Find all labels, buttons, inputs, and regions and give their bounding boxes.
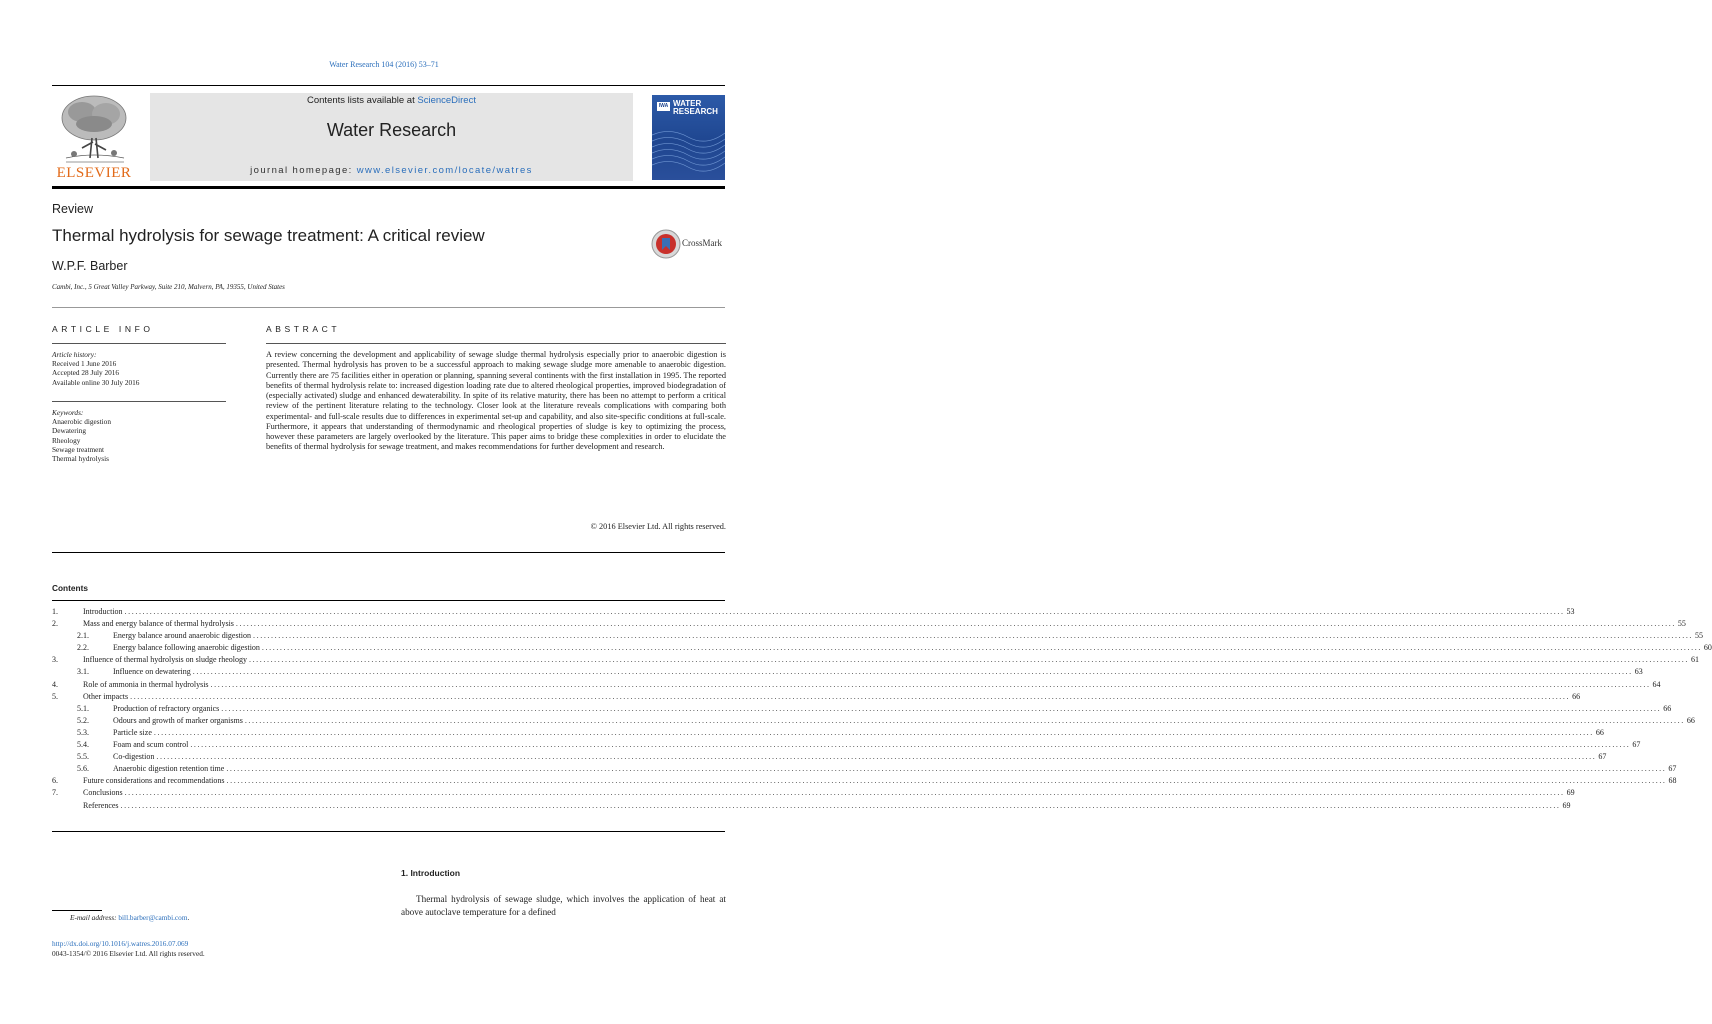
- keyword-item: Sewage treatment: [52, 444, 105, 454]
- toc-page-number: 66: [1595, 727, 1604, 737]
- toc-number: 5.5.: [77, 752, 89, 762]
- toc-number: 5.2.: [77, 715, 89, 725]
- toc-leader-dots: ................................................................................................................................................................................................................................................................................................................................................................................................................: [124, 607, 1565, 616]
- keywords-label: Keywords:: [52, 408, 84, 417]
- author-affiliation: Cambi, Inc., 5 Great Valley Parkway, Suite 210, Malvern, PA, 19355, United States: [52, 283, 285, 291]
- toc-row[interactable]: [52, 739, 1641, 751]
- abstract-heading: ABSTRACT: [266, 324, 341, 334]
- toc-entry: [113, 751, 1607, 763]
- contents-top-rule: [52, 600, 725, 601]
- journal-cover[interactable]: [652, 95, 725, 180]
- toc-number: 5.4.: [77, 740, 89, 750]
- toc-entry: [83, 654, 1699, 666]
- keyword-item: Dewatering: [52, 426, 87, 436]
- toc-number: 2.: [52, 619, 58, 629]
- footnote-rule: [52, 910, 102, 911]
- toc-label[interactable]: Role of ammonia in thermal hydrolysis: [83, 679, 211, 691]
- toc-leader-dots: ................................................................................................................................................................................................................................................................................................................................................................................................................: [124, 788, 1565, 798]
- toc-label[interactable]: Future considerations and recommendations: [83, 775, 227, 787]
- toc-entry: [83, 618, 1686, 630]
- toc-label[interactable]: References: [83, 800, 121, 812]
- abstract-text: A review concerning the development and applicability of sewage sludge thermal hydrolysis especially prior to anaerobic digestion is presented. Thermal hydrolysis has proven to be a successful approach to making sewage sludge more amenable to anaerobic digestion. Currently there are 75 facilities either in operation or planning, spanning several continents with the first installation in 1995. The reported benefits of thermal hydrolysis relate to: increased digestion loading rate due to altered rheological properties, improved biodegradation of (especially activated) sludge and enhanced dewaterability. In spite of its relative maturity, there has been no attempt to perform a critical review of the pertinent literature relating to the technology. Closer look at the literature reveals complications with comparing both experimental- and full-scale results due to differences in experimental set-up and capability, and also site-specific conditions at full-scale. Furthermore, it appears that understanding of thermodynamic and rheological properties of sludge is key to optimizing the process, however these parameters are largely overlooked by the literature. This paper aims to bridge these complexities in order to elucidate the benefits of thermal hydrolysis for sewage treatment, and makes recommendations for further development and research.: [266, 350, 726, 452]
- author-name[interactable]: W.P.F. Barber: [52, 259, 128, 273]
- toc-label[interactable]: Influence on dewatering: [113, 666, 193, 678]
- toc-number: 5.1.: [77, 703, 89, 713]
- toc-number: 2.2.: [77, 643, 89, 653]
- toc-page-number: 67: [1632, 740, 1641, 750]
- toc-leader-dots: ................................................................................................................................................................................................................................................................................................................................................................................................................: [226, 776, 1667, 786]
- table-of-contents: [52, 606, 1712, 812]
- toc-page-number: 67: [1598, 752, 1607, 762]
- toc-entry: [83, 679, 1661, 691]
- toc-label[interactable]: Energy balance around anaerobic digestion: [113, 630, 253, 642]
- toc-entry: [113, 715, 1695, 727]
- keywords-block: [52, 408, 111, 463]
- toc-page-number: 55: [1677, 619, 1686, 629]
- article-history: [52, 350, 139, 387]
- article-type: Review: [52, 202, 93, 216]
- article-info-rule: [52, 343, 226, 344]
- toc-entry: [83, 775, 1677, 787]
- cover-wave-art: [652, 95, 725, 180]
- toc-leader-dots: ................................................................................................................................................................................................................................................................................................................................................................................................................: [156, 752, 1597, 762]
- contents-available-line: [150, 95, 633, 106]
- crossmark-icon: [651, 229, 681, 259]
- toc-leader-dots: ................................................................................................................................................................................................................................................................................................................................................................................................................: [221, 703, 1662, 713]
- toc-row[interactable]: [52, 654, 1699, 666]
- journal-homepage-line: [150, 165, 633, 176]
- toc-row[interactable]: [52, 787, 1575, 799]
- header-thick-rule: [52, 186, 725, 189]
- keyword-item: Thermal hydrolysis: [52, 454, 109, 464]
- toc-row[interactable]: [52, 751, 1607, 763]
- email-label: E-mail address:: [70, 913, 117, 922]
- toc-leader-dots: ................................................................................................................................................................................................................................................................................................................................................................................................................: [248, 655, 1689, 665]
- contents-bottom-rule: [52, 831, 725, 832]
- toc-page-number: 66: [1572, 691, 1581, 701]
- crossmark-badge[interactable]: [651, 229, 731, 259]
- toc-number: 5.6.: [77, 764, 89, 774]
- abstract-copyright: © 2016 Elsevier Ltd. All rights reserved.: [590, 522, 726, 531]
- toc-row[interactable]: [52, 630, 1704, 642]
- history-online: Available online 30 July 2016: [52, 377, 140, 387]
- toc-label[interactable]: Influence of thermal hydrolysis on sludge rheology: [83, 654, 249, 666]
- email-link[interactable]: bill.barber@cambi.com: [118, 913, 188, 922]
- toc-page-number: 61: [1690, 655, 1699, 665]
- toc-row[interactable]: [52, 606, 1575, 618]
- introduction-paragraph: Thermal hydrolysis of sewage sludge, which involves the application of heat at above autoclave temperature for a defined: [401, 894, 726, 917]
- toc-number: 4.: [52, 679, 58, 689]
- toc-row[interactable]: [52, 763, 1677, 775]
- toc-leader-dots: ................................................................................................................................................................................................................................................................................................................................................................................................................: [130, 691, 1571, 701]
- crossmark-label: CrossMark: [682, 238, 722, 248]
- toc-leader-dots: ................................................................................................................................................................................................................................................................................................................................................................................................................: [235, 619, 1676, 629]
- toc-row[interactable]: [52, 703, 1672, 715]
- toc-label[interactable]: Conclusions: [83, 787, 125, 799]
- article-history-label: Article history:: [52, 350, 97, 359]
- homepage-link[interactable]: www.elsevier.com/locate/watres: [356, 165, 533, 176]
- toc-entry: [113, 630, 1704, 642]
- toc-entry: [83, 787, 1575, 799]
- toc-leader-dots: ................................................................................................................................................................................................................................................................................................................................................................................................................: [210, 679, 1651, 689]
- toc-row[interactable]: [52, 691, 1581, 703]
- history-received: Received 1 June 2016: [52, 359, 117, 369]
- toc-entry: [83, 800, 1571, 812]
- toc-page-number: 64: [1652, 679, 1661, 689]
- toc-page-number: 68: [1668, 776, 1677, 786]
- toc-label[interactable]: Particle size: [113, 727, 154, 739]
- toc-page-number: 66: [1686, 715, 1695, 725]
- email-suffix: .: [187, 913, 190, 922]
- toc-row[interactable]: [52, 715, 1695, 727]
- cover-title: WATER RESEARCH: [673, 99, 718, 116]
- toc-leader-dots: ................................................................................................................................................................................................................................................................................................................................................................................................................: [261, 643, 1702, 653]
- toc-leader-dots: ................................................................................................................................................................................................................................................................................................................................................................................................................: [192, 667, 1633, 677]
- toc-number: 3.1.: [77, 667, 89, 677]
- toc-number: 5.: [52, 691, 58, 701]
- iwa-badge: IWA: [658, 103, 669, 109]
- toc-label[interactable]: Anaerobic digestion retention time: [113, 763, 226, 775]
- toc-label[interactable]: Energy balance following anaerobic digestion: [113, 642, 262, 654]
- article-title: Thermal hydrolysis for sewage treatment: A critical review: [52, 226, 485, 245]
- abstract-rule: [266, 343, 726, 344]
- journal-banner: [150, 93, 633, 181]
- elsevier-tree-icon: [52, 92, 136, 166]
- toc-leader-dots: ................................................................................................................................................................................................................................................................................................................................................................................................................: [190, 740, 1631, 750]
- toc-row[interactable]: [52, 666, 1643, 678]
- doi-link[interactable]: http://dx.doi.org/10.1016/j.watres.2016.07.069: [52, 939, 189, 948]
- toc-label[interactable]: Co-digestion: [113, 751, 156, 763]
- toc-number: 3.: [52, 655, 58, 665]
- toc-page-number: 69: [1562, 800, 1571, 810]
- footnote-email: [70, 913, 189, 922]
- toc-entry: [113, 727, 1604, 739]
- toc-leader-dots: ................................................................................................................................................................................................................................................................................................................................................................................................................: [226, 764, 1667, 774]
- toc-entry: [113, 666, 1643, 678]
- homepage-prefix: journal homepage:: [250, 165, 357, 176]
- issn-copyright: 0043-1354/© 2016 Elsevier Ltd. All rights reserved.: [52, 949, 205, 958]
- toc-label[interactable]: Mass and energy balance of thermal hydrolysis: [83, 618, 236, 630]
- toc-entry: [113, 642, 1712, 654]
- toc-number: 1.: [52, 607, 58, 616]
- toc-page-number: 69: [1566, 788, 1575, 798]
- toc-row[interactable]: [52, 679, 1661, 691]
- toc-row[interactable]: [52, 727, 1604, 739]
- section-heading-introduction: 1. Introduction: [401, 868, 461, 878]
- toc-page-number: 53: [1566, 607, 1575, 616]
- toc-label[interactable]: Odours and growth of marker organisms: [113, 715, 245, 727]
- toc-label[interactable]: Other impacts: [83, 691, 130, 703]
- toc-entry: [113, 763, 1677, 775]
- sciencedirect-link[interactable]: ScienceDirect: [417, 95, 476, 106]
- toc-entry: [113, 739, 1641, 751]
- toc-page-number: 63: [1634, 667, 1643, 677]
- keyword-item: Rheology: [52, 435, 81, 445]
- heading-rule: [52, 307, 725, 308]
- toc-label[interactable]: Introduction: [83, 606, 125, 618]
- toc-entry: [83, 691, 1581, 703]
- toc-leader-dots: ................................................................................................................................................................................................................................................................................................................................................................................................................: [244, 715, 1685, 725]
- toc-number: 7.: [52, 788, 58, 798]
- toc-page-number: 60: [1703, 643, 1712, 653]
- toc-label[interactable]: Production of refractory organics: [113, 703, 221, 715]
- contents-title: Contents: [52, 583, 88, 593]
- toc-leader-dots: ................................................................................................................................................................................................................................................................................................................................................................................................................: [153, 727, 1594, 737]
- history-accepted: Accepted 28 July 2016: [52, 368, 120, 378]
- article-info-heading: ARTICLE INFO: [52, 324, 154, 334]
- keyword-item: Anaerobic digestion: [52, 417, 111, 427]
- toc-row[interactable]: [52, 618, 1686, 630]
- toc-label[interactable]: Foam and scum control: [113, 739, 190, 751]
- toc-entry: [83, 606, 1575, 618]
- toc-leader-dots: ................................................................................................................................................................................................................................................................................................................................................................................................................: [120, 800, 1561, 810]
- toc-entry: [113, 703, 1672, 715]
- toc-row[interactable]: [52, 642, 1712, 654]
- keywords-rule: [52, 401, 226, 402]
- toc-row[interactable]: [52, 775, 1677, 787]
- toc-page-number: 55: [1695, 631, 1704, 641]
- contents-prefix: Contents lists available at: [307, 95, 418, 106]
- toc-number: 5.3.: [77, 727, 89, 737]
- journal-citation[interactable]: Water Research 104 (2016) 53–71: [329, 60, 439, 69]
- abstract-bottom-rule: [52, 552, 725, 553]
- toc-leader-dots: ................................................................................................................................................................................................................................................................................................................................................................................................................: [253, 631, 1694, 641]
- toc-page-number: 67: [1668, 764, 1677, 774]
- toc-row[interactable]: [52, 800, 1571, 812]
- elsevier-logo[interactable]: [52, 92, 136, 182]
- toc-page-number: 66: [1663, 703, 1672, 713]
- header-rule: [52, 85, 725, 86]
- toc-number: 6.: [52, 776, 58, 786]
- toc-number: 2.1.: [77, 631, 89, 641]
- journal-title: Water Research: [326, 120, 457, 140]
- elsevier-wordmark: ELSEVIER: [56, 165, 132, 181]
